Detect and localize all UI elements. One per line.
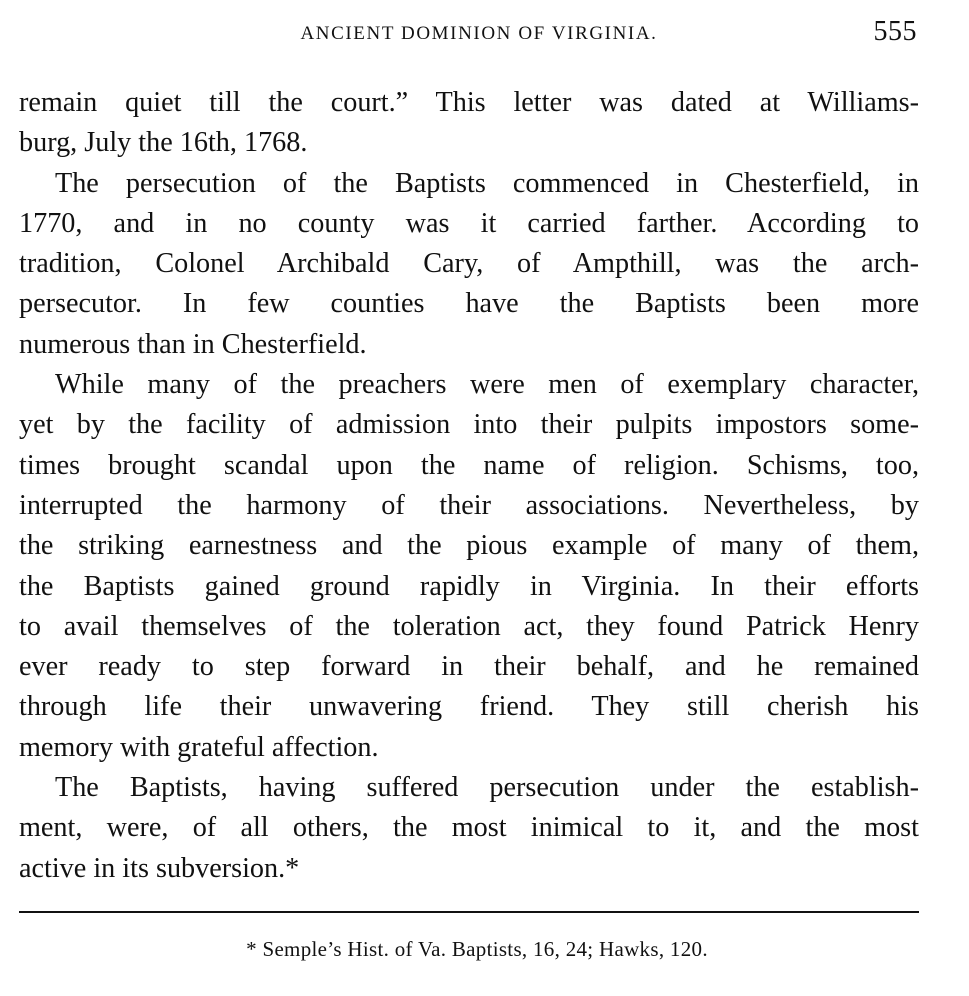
text-line: ment, were, of all others, the most inimical to it, and the most bbox=[19, 812, 919, 844]
paragraph-1 bbox=[19, 83, 919, 164]
text-line: burg, July the 16th, 1768. bbox=[19, 127, 308, 159]
running-head bbox=[19, 14, 919, 50]
text-line: The Baptists, having suffered persecution under the establish- bbox=[55, 772, 919, 804]
text-line: remain quiet till the court.” This letter was dated at Williams- bbox=[19, 87, 919, 118]
text-line: to avail themselves of the toleration act, they found Patrick Henry bbox=[19, 610, 919, 642]
text-line: While many of the preachers were men of exemplary character, bbox=[55, 369, 919, 401]
paragraph-3 bbox=[19, 365, 919, 768]
body-text bbox=[19, 83, 919, 889]
paragraph-2 bbox=[19, 164, 919, 365]
text-line: numerous than in Chesterfield. bbox=[19, 328, 367, 360]
text-line: ever ready to step forward in their behalf, and he remained bbox=[19, 651, 919, 683]
text-line: the Baptists gained ground rapidly in Virginia. In their efforts bbox=[19, 570, 919, 602]
footnote: * Semple’s Hist. of Va. Baptists, 16, 24; Hawks, 120. bbox=[246, 937, 708, 961]
text-line: times brought scandal upon the name of religion. Schisms, too, bbox=[19, 449, 919, 481]
text-line: active in its subversion.* bbox=[19, 852, 300, 884]
text-line: The persecution of the Baptists commenced in Chesterfield, in bbox=[55, 167, 919, 199]
text-line: persecutor. In few counties have the Baptists been more bbox=[19, 288, 919, 320]
book-page bbox=[19, 0, 919, 996]
paragraph-4 bbox=[19, 768, 919, 889]
text-line: yet by the facility of admission into their pulpits impostors some- bbox=[19, 409, 919, 441]
text-line: the striking earnestness and the pious example of many of them, bbox=[19, 530, 919, 562]
page-number: 555 bbox=[873, 16, 917, 47]
text-line: tradition, Colonel Archibald Cary, of Ampthill, was the arch- bbox=[19, 248, 919, 280]
text-line: 1770, and in no county was it carried farther. According to bbox=[19, 207, 919, 239]
running-title: ANCIENT DOMINION OF VIRGINIA. bbox=[300, 23, 658, 44]
text-line: memory with grateful affection. bbox=[19, 731, 379, 763]
footnote-rule bbox=[19, 911, 919, 913]
text-line: interrupted the harmony of their associations. Nevertheless, by bbox=[19, 489, 919, 521]
text-line: through life their unwavering friend. They still cherish his bbox=[19, 691, 919, 723]
